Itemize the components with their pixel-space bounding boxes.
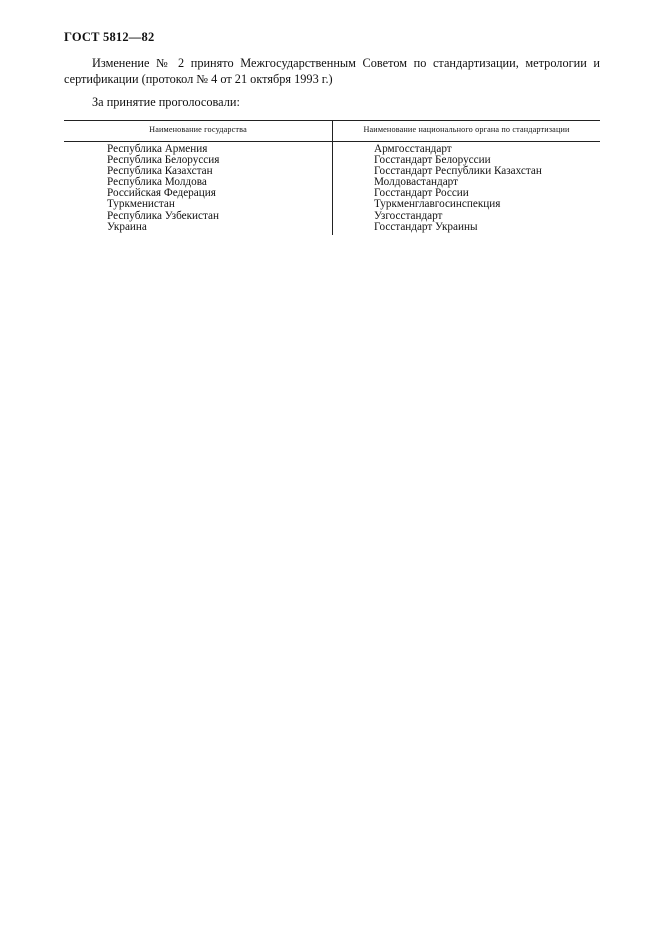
table-cell-state: Республика Белоруссия <box>107 154 220 167</box>
table-cell-state: Туркменистан <box>107 198 175 211</box>
table-cell-standards-body: Молдовастандарт <box>374 176 459 189</box>
column-header-standards-body: Наименование национального органа по стандартизации <box>363 125 570 134</box>
table-cell-state: Республика Узбекистан <box>107 209 219 222</box>
table-cell-state: Республика Армения <box>107 143 208 155</box>
table-cell-state: Республика Молдова <box>107 176 207 189</box>
state-column <box>107 144 219 233</box>
table-cell-state: Украина <box>107 220 147 233</box>
table-cell-state: Республика Казахстан <box>107 165 213 178</box>
voted-label: За принятие проголосовали: <box>92 95 240 109</box>
table-cell-standards-body: Госстандарт России <box>374 187 469 200</box>
column-header-state: Наименование государства <box>149 125 247 134</box>
table-cell-standards-body: Госстандарт Белоруссии <box>374 154 491 167</box>
table-cell-standards-body: Госстандарт Республики Казахстан <box>374 165 542 178</box>
column-divider <box>332 120 333 235</box>
document-code: ГОСТ 5812—82 <box>64 30 155 44</box>
table-cell-state: Российская Федерация <box>107 187 216 200</box>
amendment-paragraph: Изменение № 2 принято Межгосударственным Советом по стандартизации, метрологии и сертификации (протокол № 4 от 21 октября 1993 г.) <box>64 56 600 86</box>
table-cell-standards-body: Госстандарт Украины <box>374 220 478 233</box>
table-cell-standards-body: Узгосстандарт <box>374 209 443 222</box>
table-cell-standards-body: Туркменглавгосинспекция <box>374 198 501 211</box>
table-cell-standards-body: Армгосстандарт <box>374 143 452 155</box>
standards-body-column <box>374 144 542 233</box>
